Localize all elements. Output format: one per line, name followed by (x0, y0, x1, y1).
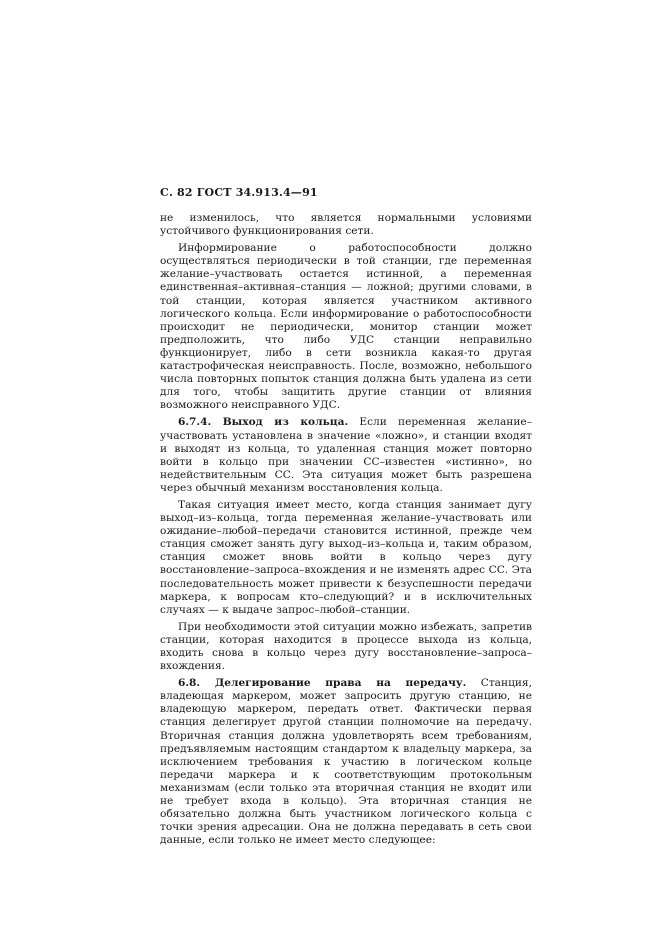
page-header: С. 82 ГОСТ 34.913.4—91 (160, 186, 318, 199)
paragraph-1-text: не изменилось, что является нормальными условиями устойчивого функционирования сети. (160, 212, 532, 238)
paragraph-6 (160, 677, 532, 847)
section-heading-6-7-4: 6.7.4. Выход из кольца. (178, 416, 349, 429)
paragraph-2-text: Информирование о работоспособности должно осуществляться периодически в той станции, где переменная желание–участвовать остается истинной, а переменная единственная–активная–станция — ложной; другими словами, в той станции, которая является участником активного логического кольца. Если информирование о работоспособности происходит не периодически, монитор станции может предположить, что либо УДС станции неправильно функционирует, либо в сети возникла какая-то другая катастрофическая неисправность. После, возможно, небольшого числа повторных попыток станция должна быть удалена из сети для того, чтобы защитить другие станции от влияния возможного неисправного УДС. (160, 242, 532, 412)
paragraph-4-text: Такая ситуация имеет место, когда станция занимает дугу выход–из–кольца, тогда переменная желание–участвовать или ожидание–любой–передачи становится истинной, прежде чем станция сможет занять дугу выход–из–кольца и, таким образом, станция сможет вновь войти в кольцо через дугу восстановление–запроса–вхождения и не изменять адрес СС. Эта последовательность может привести к безуспешности передачи маркера, к вопросам кто–следующий? и в исключительных случаях — к выдаче запрос–любой–станции. (160, 498, 532, 616)
paragraph-6-text: Станция, владеющая маркером, может запросить другую станцию, не владеющую маркером, передать ответ. Фактически первая станция делегирует другой станции полномочие на передачу. Вторичная станция должна удовлетворять всем требованиям, предъявляемым настоящим стандартом к владельцу маркера, за исключением требования к участию в логическом кольце передачи маркера и к соответствующим протокольным механизмам (если только эта вторичная станция не входит или не требует входа в кольцо). Эта вторичная станция не обязательно должна быть участником логического кольца с точки зрения адресации. Она не должна передавать в сеть свои данные, если только не имеет место следующее: (160, 677, 532, 847)
paragraph-5-text: При необходимости этой ситуации можно избежать, запретив станции, которая находится в процессе выхода из кольца, входить снова в кольцо через дугу восстановление–запроса–вхождения. (160, 620, 532, 673)
paragraph-5 (160, 621, 532, 673)
paragraph-3 (160, 416, 532, 495)
body-text (160, 212, 532, 851)
paragraph-3-text: Если переменная желание–участвовать установлена в значение «ложно», и станции входят и выходят из кольца, то удаленная станция может повторно войти в кольцо при значении СС–известен «истинно», но недействительным СС. Эта ситуация может быть разрешена через обычный механизм восстановления кольца. (160, 416, 532, 494)
paragraph-1 (160, 212, 532, 238)
paragraph-4 (160, 499, 532, 617)
paragraph-2 (160, 242, 532, 412)
section-heading-6-8: 6.8. Делегирование права на передачу. (178, 677, 467, 690)
